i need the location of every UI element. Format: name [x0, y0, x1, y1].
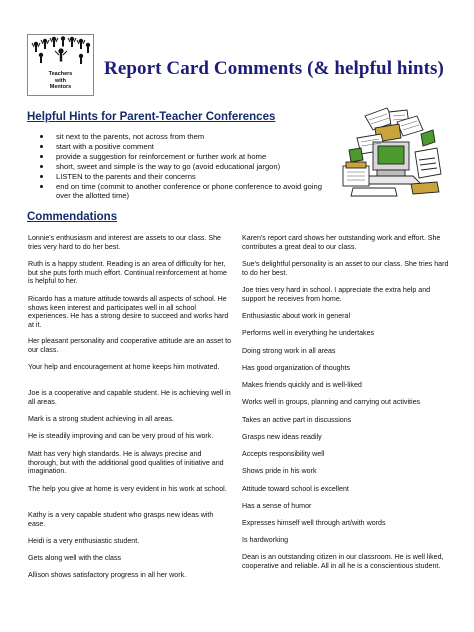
comment-item: Sue's delightful personality is an asset to our class. She tries hard to do her best.: [242, 260, 449, 277]
comment-item: Gets along well with the class: [28, 554, 122, 562]
comment-item: Karen's report card shows her outstanding work and effort. She contributes a great deal to our class.: [242, 234, 441, 251]
logo-text-line-1: Teachers: [48, 71, 73, 77]
comment-item: Her pleasant personality and cooperative attitude are an asset to our class.: [28, 337, 232, 354]
comment-item: Ruth is a happy student. Reading is an area of difficulty for her, but she puts forth much effort. Continual reinforcement at home is helpful to her.: [28, 260, 227, 286]
comment-item: Is hardworking: [242, 536, 289, 544]
comment-item: Grasps new ideas readily: [242, 433, 322, 441]
page-title: Report Card Comments (& helpful hints): [104, 58, 444, 79]
comment-item: Lonnie's enthusiasm and interest are assets to our class. She tries very hard to do her best.: [28, 234, 221, 251]
comment-item: Attitude toward school is excellent: [242, 485, 349, 493]
comment-item: Shows pride in his work: [242, 467, 317, 475]
comment-item: Kathy is a very capable student who grasps new ideas with ease.: [28, 511, 214, 528]
comment-item: Matt has very high standards. He is always precise and thorough, but with the additional good qualities of initiative and imagination.: [28, 450, 224, 476]
comment-item: Accepts responsibility well: [242, 450, 325, 458]
comment-item: He is steadily improving and can be very proud of his work.: [28, 432, 214, 440]
comment-item: Heidi is a very enthusiastic student.: [28, 537, 140, 545]
comment-item: Joe tries very hard in school. I appreciate the extra help and support he receives from home.: [242, 286, 431, 303]
comment-item: Makes friends quickly and is well-liked: [242, 381, 362, 389]
commendations-heading: Commendations: [27, 211, 118, 223]
teachers-with-mentors-logo: [27, 34, 94, 96]
hint-item: provide a suggestion for reinforcement or further work at home: [40, 152, 330, 162]
comment-item: Allison shows satisfactory progress in all her work.: [28, 571, 187, 579]
logo-text-line-2: with: [55, 77, 66, 84]
comment-item: The help you give at home is very evident in his work at school.: [28, 485, 227, 493]
hints-heading: Helpful Hints for Parent-Teacher Conferences: [27, 111, 276, 123]
comment-item: Takes an active part in discussions: [242, 416, 352, 424]
logo-text-line-3: Mentors: [49, 84, 72, 90]
comment-item: Joe is a cooperative and capable student. He is achieving well in all areas.: [28, 389, 231, 406]
hint-item: start with a positive comment: [40, 142, 330, 152]
hint-item: sit next to the parents, not across from them: [40, 132, 330, 142]
hint-item: LISTEN to the parents and their concerns: [40, 172, 330, 182]
comment-item: Doing strong work in all areas: [242, 347, 336, 355]
hint-item: end on time (commit to another conference or phone conference to avoid going over the allotted time): [40, 182, 330, 202]
comment-item: Your help and encouragement at home keeps him motivated.: [28, 363, 220, 371]
comment-item: Mark is a strong student achieving in all areas.: [28, 415, 174, 423]
comment-item: Dean is an outstanding citizen in our classroom. He is well liked, cooperative and reliable. All in all he is a conscientious student.: [242, 553, 444, 570]
hints-list: [40, 132, 330, 201]
comment-item: Performs well in everything he undertakes: [242, 329, 375, 337]
comment-item: Enthusiastic about work in general: [242, 312, 351, 320]
comment-item: Expresses himself well through art/with words: [242, 519, 386, 527]
comment-item: Has a sense of humor: [242, 502, 312, 510]
comment-item: Ricardo has a mature attitude towards all aspects of school. He shows keen interest and participates well in all school experiences. He has a strong desire to succeed and works hard at it.: [28, 295, 229, 330]
computer-paperwork-icon: [337, 104, 445, 200]
comment-item: Works well in groups, planning and carrying out activities: [242, 398, 421, 406]
hint-item: short, sweet and simple is the way to go (avoid educational jargon): [40, 162, 330, 172]
comment-item: Has good organization of thoughts: [242, 364, 351, 372]
